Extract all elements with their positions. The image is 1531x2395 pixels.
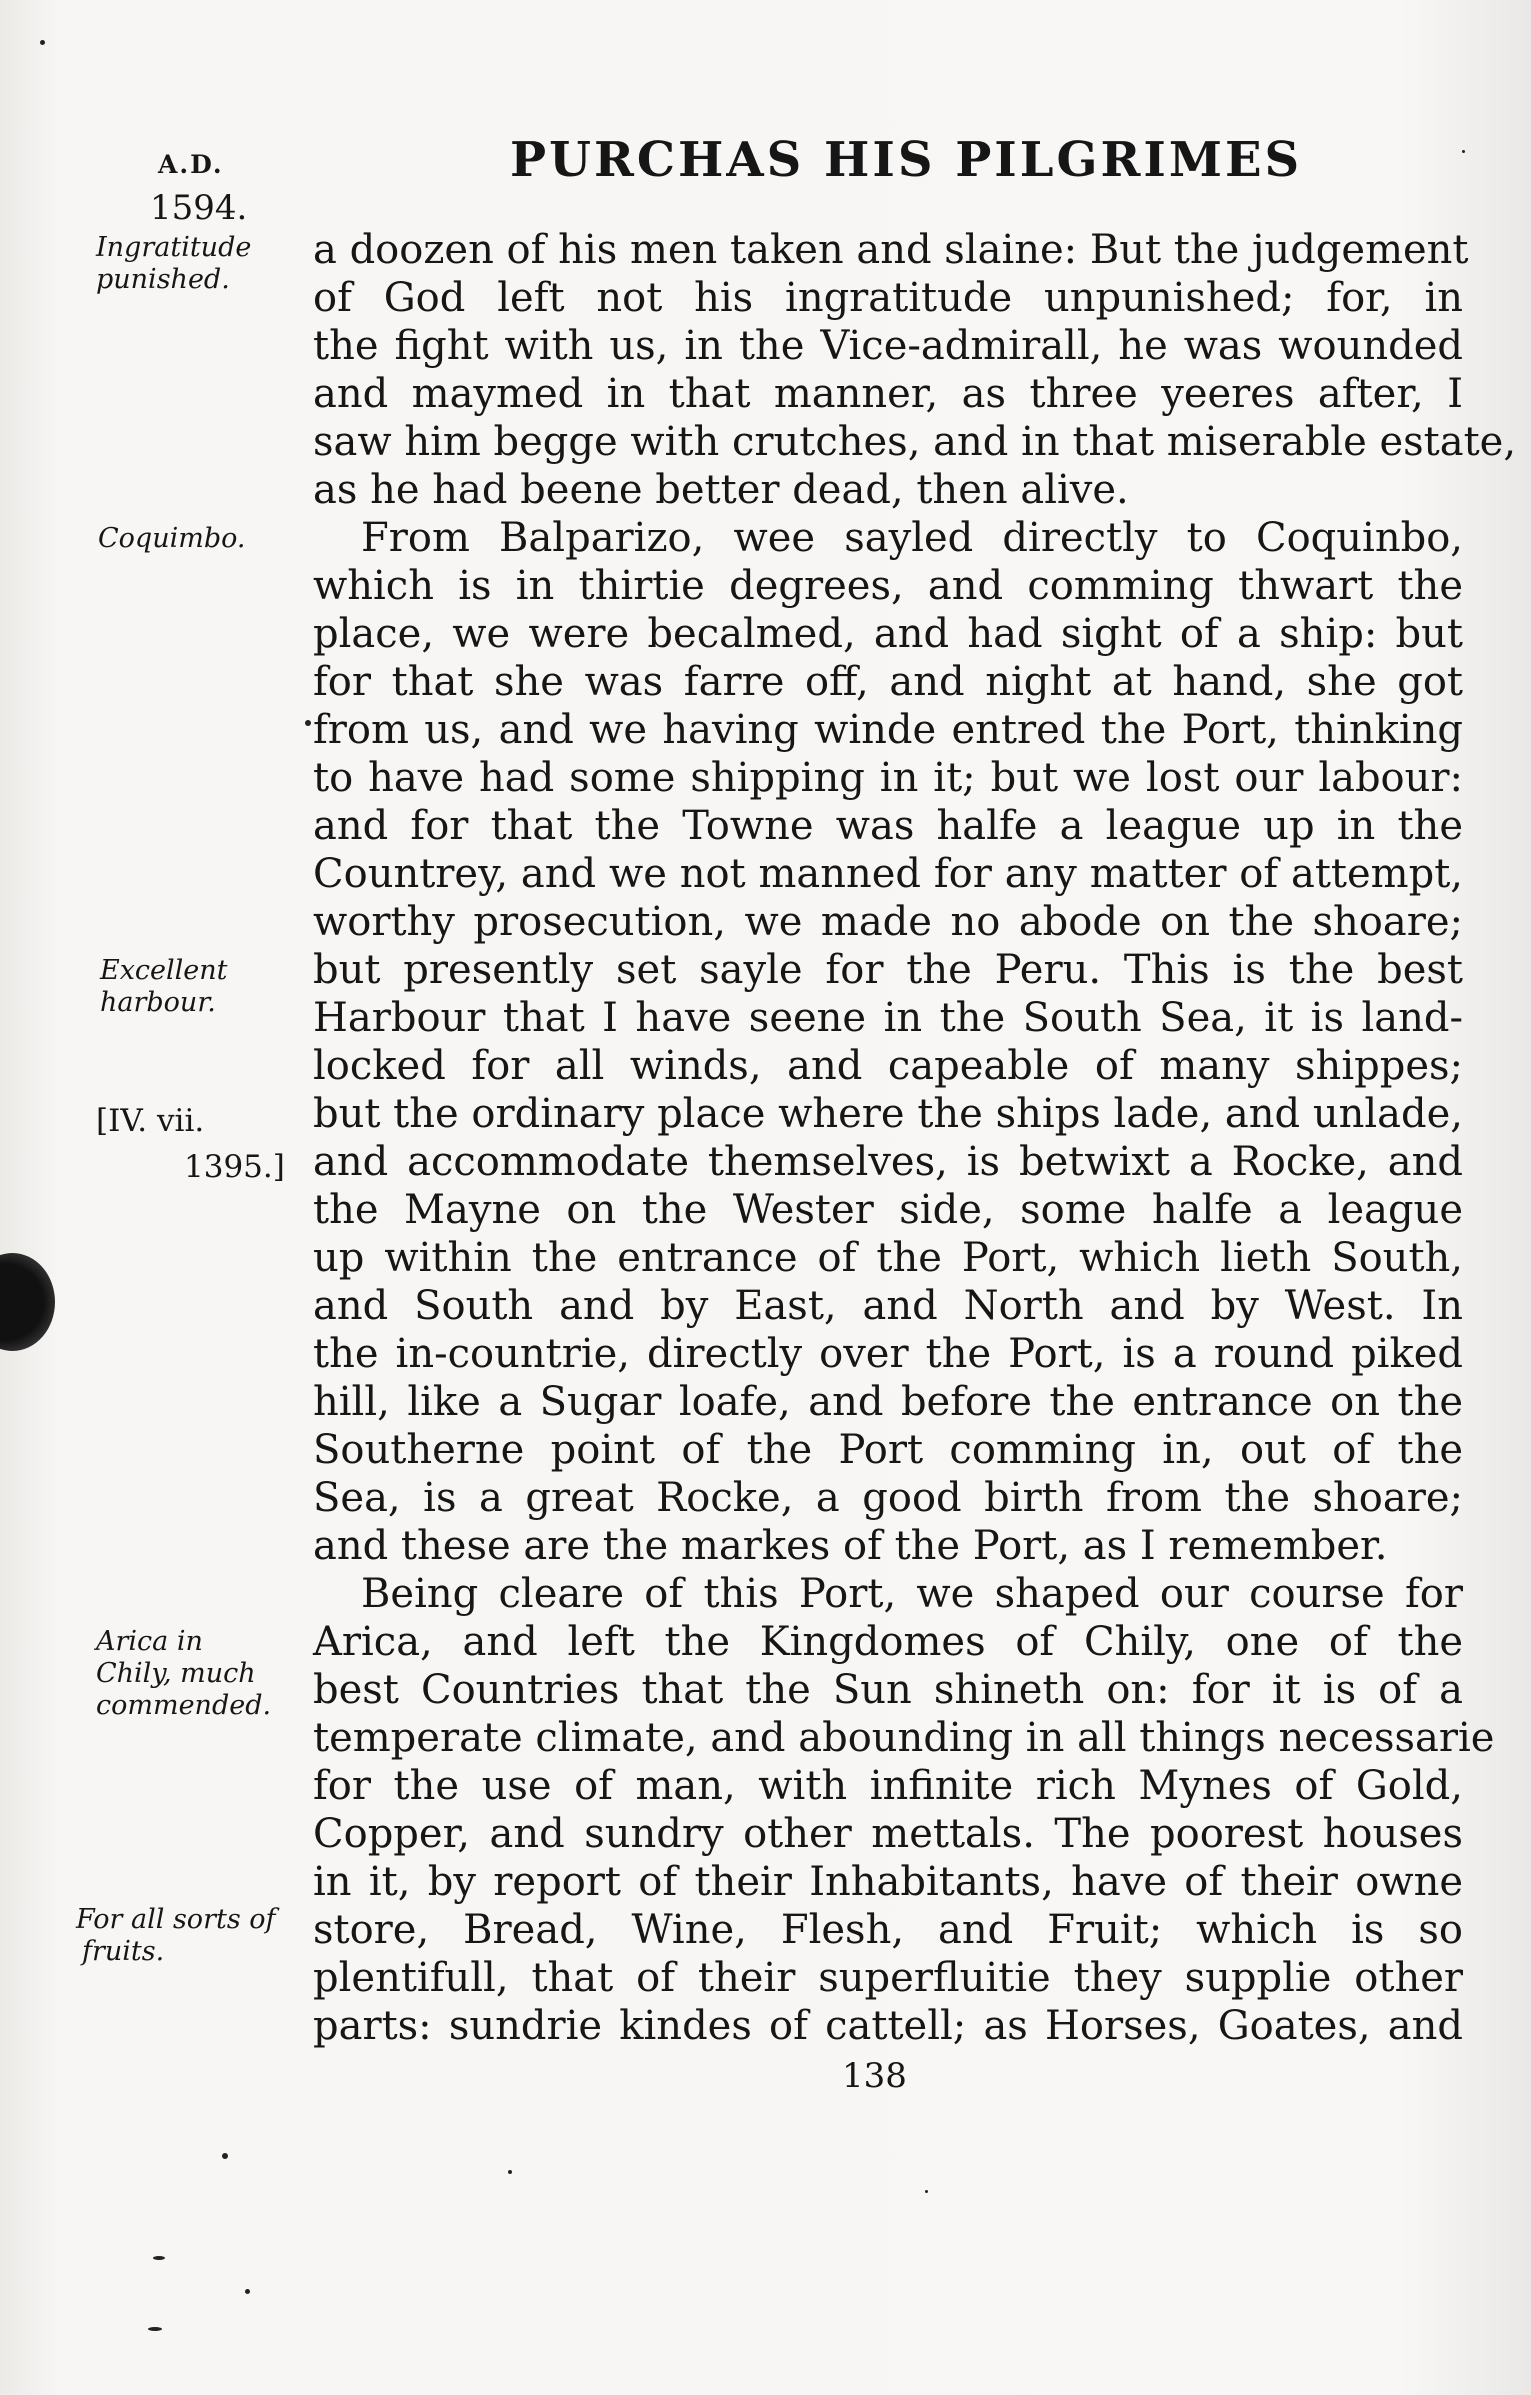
margin-note-coquimbo [98,523,245,555]
body-line: up within the entrance of the Port, which lieth South, [313,1235,1463,1281]
margin-note-line: Excellent [100,955,228,986]
body-line: but presently set sayle for the Peru. This is the best [313,947,1463,993]
body-line: in it, by report of their Inhabitants, have of their owne [313,1859,1463,1905]
dust-speck [153,2256,165,2260]
body-line: temperate climate, and abounding in all things necessarie [313,1715,1495,1761]
margin-note-line: Chily, much [96,1658,256,1689]
body-line: to have had some shipping in it; but we lost our labour: [313,755,1463,801]
margin-note-line: harbour. [100,987,216,1018]
body-line: best Countries that the Sun shineth on: for it is of a [313,1667,1463,1713]
body-line: and South and by East, and North and by West. In [313,1283,1463,1329]
margin-note-excellent-harbour [100,955,228,1019]
body-line: for that she was farre off, and night at hand, she got [313,659,1463,705]
margin-note-line: For all sorts of [76,1904,276,1935]
header-era: A.D. [158,150,224,179]
margin-note-line: commended. [96,1690,272,1721]
dust-speck [1462,150,1465,153]
body-line: the Mayne on the Wester side, some halfe a league [313,1187,1463,1233]
margin-note-line: punished. [96,264,230,295]
body-line: locked for all winds, and capeable of many shippes; [313,1043,1463,1089]
body-line: place, we were becalmed, and had sight of a ship: but [313,611,1463,657]
body-line: which is in thirtie degrees, and comming thwart the [313,563,1463,609]
body-line: Harbour that I have seene in the South Sea, it is land- [313,995,1463,1041]
body-line: parts: sundrie kindes of cattell; as Horses, Goates, and [313,2003,1463,2049]
margin-note-line: [IV. vii. [96,1103,205,1139]
body-line: Southerne point of the Port comming in, out of the [313,1427,1463,1473]
body-line: Sea, is a great Rocke, a good birth from the shoare; [313,1475,1463,1521]
body-line: Arica, and left the Kingdomes of Chily, one of the [313,1619,1463,1665]
page-number: 138 [842,2056,907,2096]
margin-note-line: 1395.] [184,1149,285,1185]
margin-note-line: Coquimbo. [98,523,246,554]
header-year: 1594. [150,188,248,228]
body-line: store, Bread, Wine, Flesh, and Fruit; which is so [313,1907,1463,1953]
ink-blot [0,1253,55,1351]
body-line: saw him begge with crutches, and in that miserable estate, [313,419,1517,465]
dust-speck [508,2170,512,2174]
margin-note-line: Arica in [96,1626,203,1657]
body-line: and maymed in that manner, as three yeeres after, I [313,371,1463,417]
margin-note-line: Ingratitude [96,232,252,263]
dust-speck [925,2190,928,2193]
body-line: from us, and we having winde entred the Port, thinking [313,707,1463,753]
body-line: as he had beene better dead, then alive. [313,467,1129,513]
margin-note-page-reference [96,1098,285,1190]
body-line: From Balparizo, wee sayled directly to Coquinbo, [361,515,1463,561]
margin-note-arica [96,1626,271,1722]
body-line: hill, like a Sugar loafe, and before the entrance on the [313,1379,1463,1425]
body-line: and accommodate themselves, is betwixt a Rocke, and [313,1139,1463,1185]
margin-note-fruits [76,1904,276,1968]
dust-speck [245,2289,250,2294]
body-line: Being cleare of this Port, we shaped our course for [361,1571,1463,1617]
body-line: and these are the markes of the Port, as I remember. [313,1523,1388,1569]
body-line: plentifull, that of their superfluitie they supplie other [313,1955,1463,2001]
body-line: the in-countrie, directly over the Port, is a round piked [313,1331,1463,1377]
dust-speck [222,2153,228,2159]
body-line: a doozen of his men taken and slaine: But the judgement [313,227,1469,273]
body-line: worthy prosecution, we made no abode on the shoare; [313,899,1463,945]
body-line: of God left not his ingratitude unpunished; for, in [313,275,1463,321]
margin-note-line: fruits. [82,1936,165,1967]
body-line: Countrey, and we not manned for any matter of attempt, [313,851,1463,897]
body-line: but the ordinary place where the ships lade, and unlade, [313,1091,1463,1137]
body-line: for the use of man, with infinite rich Mynes of Gold, [313,1763,1463,1809]
dust-speck [305,720,311,726]
running-title: PURCHAS HIS PILGRIMES [510,132,1303,188]
body-line: and for that the Towne was halfe a league up in the [313,803,1463,849]
dust-speck [40,40,45,45]
body-line: the fight with us, in the Vice-admirall, he was wounded [313,323,1463,369]
margin-note-ingratitude [96,232,251,296]
body-line: Copper, and sundry other mettals. The poorest houses [313,1811,1463,1857]
dust-speck [148,2327,162,2331]
